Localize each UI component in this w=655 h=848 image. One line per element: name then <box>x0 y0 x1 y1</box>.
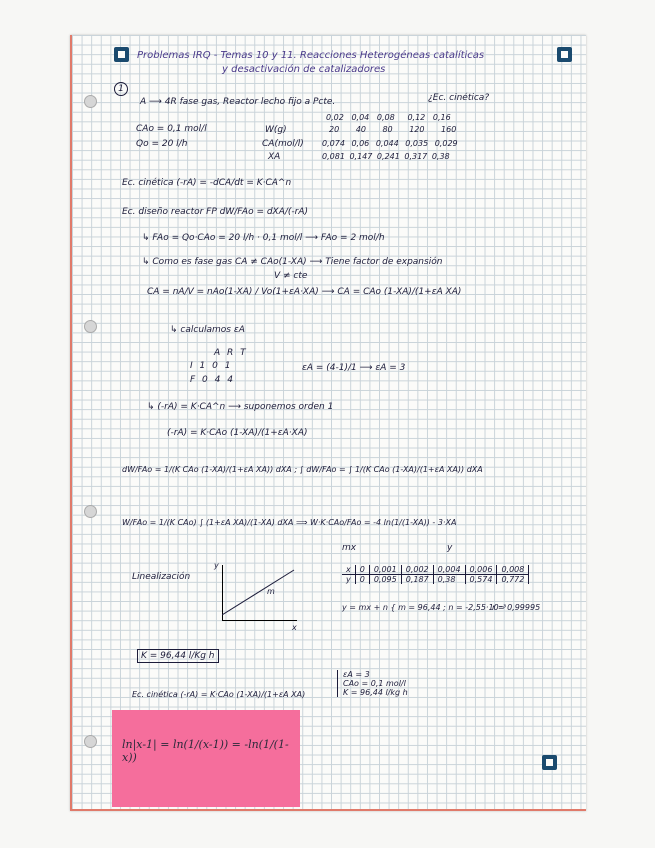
table-w-row <box>329 125 456 134</box>
cell: 20 <box>329 125 340 134</box>
cell: 0,772 <box>497 575 529 585</box>
volume-note: V ≠ cte <box>274 271 308 281</box>
table-row <box>342 565 529 575</box>
binder-hole-icon <box>84 735 97 748</box>
k-result: K = 96,44 l/Kg h <box>137 649 219 663</box>
cell: 0,002 <box>401 565 433 575</box>
linearization-table <box>342 565 529 584</box>
cell: 0,02 <box>326 113 344 122</box>
fao-calculation: ↳ FAo = Qo·CAo = 20 l/h · 0,1 mol/l ⟶ FAo = 2 mol/h <box>142 233 385 243</box>
cell: 160 <box>441 125 457 134</box>
top-right-corner-mark <box>557 47 572 62</box>
integral-equation: dW/FAo = 1/(K CAo (1-XA)/(1+εA XA)) dXA ; ∫ dW/FAo = ∫ 1/(K CAo (1-XA)/(1+εA XA)) dXA <box>122 465 483 474</box>
param: εA = 3 <box>343 670 370 679</box>
cell: 0 <box>355 565 369 575</box>
sticky-note <box>112 710 300 807</box>
y-label: y <box>447 543 453 553</box>
table-ca-row <box>322 139 458 148</box>
kinetic-equation: Ec. cinética (-rA) = -dCA/dt = K·CA^n <box>122 178 292 188</box>
cell: 0,008 <box>497 565 529 575</box>
param: K = 96,44 l/kg h <box>343 688 408 697</box>
given-cao: CAo = 0,1 mol/l <box>136 124 207 134</box>
final-kinetic-equation: Ec. cinética (-rA) = K·CAo (1-XA)/(1+εA XA) <box>132 690 306 699</box>
param: CAo = 0,1 mol/l <box>343 679 406 688</box>
cell: 0,035 <box>405 139 429 148</box>
cell: 0,006 <box>465 565 497 575</box>
cell: 0,001 <box>369 565 401 575</box>
cell: 0,074 <box>322 139 345 148</box>
rate-expression: (-rA) = K·CAo (1-XA)/(1+εA·XA) <box>167 428 308 438</box>
expansion-result: εA = (4-1)/1 ⟶ εA = 3 <box>302 363 406 373</box>
cell: 0,081 <box>322 152 345 161</box>
graph-y-label: y <box>214 561 219 570</box>
order-assumption: ↳ (-rA) = K·CA^n ⟶ suponemos orden 1 <box>147 402 334 412</box>
table-row <box>342 575 529 585</box>
cell: y <box>342 575 355 585</box>
linear-fit: y = mx + n { m = 96,44 ; n = -2,55·10⁻³ <box>342 603 507 612</box>
cell: 0,12 <box>407 113 426 122</box>
graph-x-label: x <box>292 623 297 632</box>
cell: 0,38 <box>431 152 450 161</box>
cell: 0,147 <box>349 152 373 161</box>
cell: 0,187 <box>401 575 433 585</box>
expansion-row-final: F 0 4 4 <box>190 375 233 385</box>
table-xa-label: XA <box>268 152 281 162</box>
expansion-row-initial: I 1 0 1 <box>190 361 231 371</box>
problem-number: 1 <box>114 82 128 96</box>
cell: 0,06 <box>351 139 370 148</box>
cell: 0,16 <box>432 113 451 122</box>
table-w-label: W(g) <box>265 125 287 135</box>
top-left-corner-mark <box>114 47 129 62</box>
gas-phase-note: ↳ Como es fase gas CA ≠ CAo(1-XA) ⟶ Tiene factor de expansión <box>142 257 443 267</box>
final-params <box>337 670 408 697</box>
cell: 0,574 <box>465 575 497 585</box>
cell: 0,08 <box>376 113 395 122</box>
cell: 0 <box>355 575 369 585</box>
expansion-table-head: A R T <box>214 348 246 358</box>
expansion-calc-label: ↳ calculamos εA <box>170 325 245 335</box>
linearization-graph <box>214 561 302 632</box>
cell: 0,095 <box>369 575 401 585</box>
correlation-coefficient: r = 0,99995 <box>492 603 541 612</box>
cell: 0,241 <box>376 152 400 161</box>
bottom-right-corner-mark <box>542 755 557 770</box>
table-header-row <box>326 113 451 122</box>
notebook-page <box>70 35 586 811</box>
table-xa-row <box>322 152 450 161</box>
table-ca-label: CA(mol/l) <box>262 139 304 149</box>
graph-m-label: m <box>267 587 275 596</box>
graph-fit-line <box>222 565 302 625</box>
reaction-statement: A ⟶ 4R fase gas, Reactor lecho fijo a Pcte. <box>140 97 336 107</box>
concentration-equation: CA = nA/V = nAo(1-XA) / Vo(1+εA·XA) ⟶ CA = CAo (1-XA)/(1+εA XA) <box>147 287 462 297</box>
cell: 80 <box>382 125 393 134</box>
title-line-2: y desactivación de catalizadores <box>222 64 386 75</box>
cell: x <box>342 565 355 575</box>
mx-label: mx <box>342 543 357 553</box>
cell: 0,317 <box>404 152 428 161</box>
cell: 0,38 <box>433 575 465 585</box>
sticky-note-equation: ln|x-1| = ln(1/(x-1)) = -ln(1/(1-x)) <box>122 738 289 764</box>
cell: 0,029 <box>434 139 458 148</box>
question: ¿Ec. cinética? <box>428 93 490 103</box>
cell: 0,044 <box>375 139 399 148</box>
cell: 40 <box>355 125 366 134</box>
cell: 0,04 <box>351 113 370 122</box>
given-qo: Qo = 20 l/h <box>136 139 188 149</box>
title-line-1: Problemas IRQ - Temas 10 y 11. Reacciones Heterogéneas catalíticas <box>137 50 485 61</box>
cell: 120 <box>409 125 425 134</box>
design-equation: Ec. diseño reactor FP dW/FAo = dXA/(-rA) <box>122 207 309 217</box>
binder-hole-icon <box>84 95 97 108</box>
binder-hole-icon <box>84 505 97 518</box>
binder-hole-icon <box>84 320 97 333</box>
linearization-label: Linealización <box>132 572 191 582</box>
integrated-result: W/FAo = 1/(K CAo) ∫ (1+εA XA)/(1-XA) dXA ⟹ W·K·CAo/FAo = -4 ln(1/(1-XA)) - 3·XA <box>122 518 457 527</box>
cell: 0,004 <box>433 565 465 575</box>
